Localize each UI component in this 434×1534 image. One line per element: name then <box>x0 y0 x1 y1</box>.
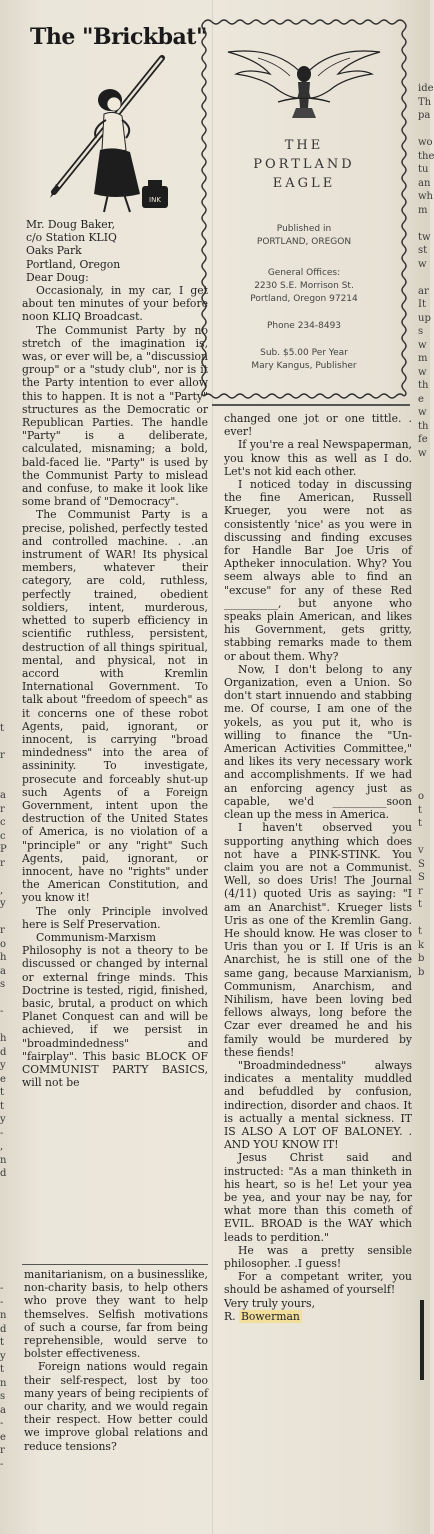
paragraph: manitarianism, on a businesslike, non-charity basis, to help others who prove they want to help themselves. Selfish motivations of such a course, far from being reprehensible, would serve to bolster effectiveness. <box>24 1268 208 1361</box>
address-line-4: Portland, Oregon <box>26 257 121 271</box>
column-headline: The "Brickbat" <box>30 24 207 50</box>
signature-initial: R. <box>224 1309 236 1323</box>
title-line-the: THE <box>284 138 324 153</box>
paragraph: He was a pretty sensible philosopher. .I guess! <box>224 1243 412 1270</box>
letter-column-left <box>22 218 208 1089</box>
address-line-2: c/o Station KLIQ <box>26 231 117 245</box>
published-place: PORTLAND, OREGON <box>256 237 352 247</box>
masthead-title <box>210 136 398 193</box>
phone-number: Phone 234-8493 <box>266 321 342 331</box>
left-edge-fragments: t r a r c c P r , y r o h a s - h d y e t t y - , n d <box>0 722 7 1179</box>
paragraph: If you're a real Newspaperman, you know this as well as I do. Let's not kid each other. <box>224 438 412 478</box>
woman-writing-with-pen-icon <box>42 54 192 214</box>
masthead-box <box>198 16 410 400</box>
paragraph: I noticed today in discussing the fine American, Russell Krueger, you were not as consistently 'nice' as you were in discussing and finding excuses for Handle Bar Joe Uris of Aptheker innoculation. Why? You seem always able to find an "excuse" for any of these Red __________, but anyone who speaks plain American, and likes his Government, gets gritty, stabbing remarks made to them or about them. Why? <box>224 478 412 663</box>
paragraph: For a competant writer, you should be ashamed of yourself! <box>224 1270 412 1297</box>
publisher-name: Mary Kangus, Publisher <box>251 361 357 371</box>
paragraph: "Broadmindedness" always indicates a mentality muddled and befuddled by confusion, indirection, disorder and chaos. It is actually a mental sickness. IT IS ALSO A LOT OF BALONEY. . AND YOU KNOW IT! <box>224 1058 412 1152</box>
paragraph: Foreign nations would regain their self-respect, lost by too many years of being recipients of our charity, and we would regain their respect. How better could we improve global relations and reduce tensions? <box>24 1360 208 1453</box>
column-break-rule <box>22 1264 208 1265</box>
paragraph: Occasionaly, in my car, I get about ten minutes of your before noon KLIQ Broadcast. <box>22 284 208 324</box>
title-line-portland: PORTLAND <box>253 157 355 172</box>
published-in <box>210 223 398 249</box>
subscription-info <box>210 347 398 373</box>
general-offices <box>210 267 398 306</box>
office-address-1: 2230 S.E. Morrison St. <box>254 281 354 291</box>
paragraph: changed one jot or one tittle. . ever! <box>224 412 412 439</box>
paragraph: Communism-Marxism Philosophy is not a theory to be discussed or changed by internal or external fringe minds. This Doctrine is tested, rigid, finished, basic, brutal, a product on which Planet Conquest can and will be achieved, if we persist in "broadmindedness" and "fairplay". This basic BLOCK OF COMMUNIST PARTY BASICS, will not be <box>22 930 208 1090</box>
ink-label: INK <box>149 196 161 204</box>
paragraph: The Communist Party by no stretch of the imagination is, was, or ever will be, a "discussion group" or a "study club", nor is it the Party intention to ever allow this to happen. It is not a "Party" structures as the Democratic or Republican Parties. The handle "Party" is a deliberate, calculated, misnaming; a bold, bald-faced lie. "Party" is used by the Communist Party to mislead and confuse, to make it look like some brand of "Democracy". <box>22 323 208 509</box>
offices-label: General Offices: <box>267 268 341 278</box>
address-line-3: Oaks Park <box>26 244 82 258</box>
letter-column-left-lower <box>24 1268 208 1453</box>
right-edge-fragments-lower: o t t v S S r t t k b b <box>418 791 425 978</box>
salutation: Dear Doug: <box>26 270 89 284</box>
left-edge-fragments-lower: - - n d t y t n s a - e r - <box>0 1283 7 1470</box>
masthead-bottom-rule <box>212 404 410 406</box>
paragraph: I haven't observed you supporting anything which does not have a PINK-STINK. You claim you are not a Communist. Well, so does Uris! The Journal (4/11) quoted Uris as saying: "I am an Anarchist". Krueger lists Uris as one of the Kremlin Gang. He should know. He was closer to Uris than you or I. If Uris is an Anarchist, he is still one of the same gang, because Marxianism, Communism, Anarchism, and Nihilism, have been loving bed fellows always, long before the Czar ever dreamed he and his family would be murdered by these fiends! <box>224 821 412 1059</box>
paragraph: Jesus Christ said and instructed: "As a man thinketh in his heart, so is he! Let your yea be yea, and your nay be nay, for what more than this cometh of EVIL. BROAD is the WAY which leads to perdition." <box>224 1151 412 1244</box>
paragraph: Now, I don't belong to any Organization, even a Union. So don't start innuendo and stabbing me. Of course, I am one of the yokels, as you put it, who is willing to finance the "Un-American Activities Committee," and likes its very necessary work and accomplishments. If we had an enforcing agency just as capable, we'd __________soon clean up the mess in America. <box>224 662 412 822</box>
paragraph: The Communist Party is a precise, polished, perfectly tested and controlled machine. . .an instrument of WAR! Its physical members, whatever their category, are cold, ruthless, perfectly trained, obedient soldiers, intent, murderous, whetted to superb efficiency in scientific ruthless, persistent, destruction of all things spiritual, mental, and physical, not in accord with Kremlin International Government. To talk about "freedom of speech" as it concerns one of these robot Agents, paid, ignorant, or innocent, is carrying "broad mindedness" into the area of assininity. To investigate, prosecute and forceably shut-up such Agents of a Foreign Government, intent upon the destruction of the United States of America, is no violation of a "principle" or any "right" Such Agents, paid, ignorant, or innocent, have no "rights" under the American Constitution, and you know it! <box>22 508 208 905</box>
adjacent-box-edge <box>420 1300 434 1380</box>
paragraph: The only Principle involved here is Self Preservation. <box>22 904 208 931</box>
subscription-price: Sub. $5.00 Per Year <box>260 348 348 358</box>
letter-column-right <box>224 412 412 1323</box>
right-edge-fragments: ide Th pa wo the tu an wh m tw st w ar It up s w m w th e w th fe w <box>418 83 434 459</box>
address-line-1: Mr. Doug Baker, <box>26 218 116 231</box>
office-address-2: Portland, Oregon 97214 <box>250 294 358 304</box>
signature-name: Bowerman <box>241 1309 300 1323</box>
closing: Very truly yours, <box>224 1296 316 1310</box>
published-label: Published in <box>276 224 332 234</box>
signature <box>224 1310 412 1323</box>
title-line-eagle: EAGLE <box>272 176 336 191</box>
